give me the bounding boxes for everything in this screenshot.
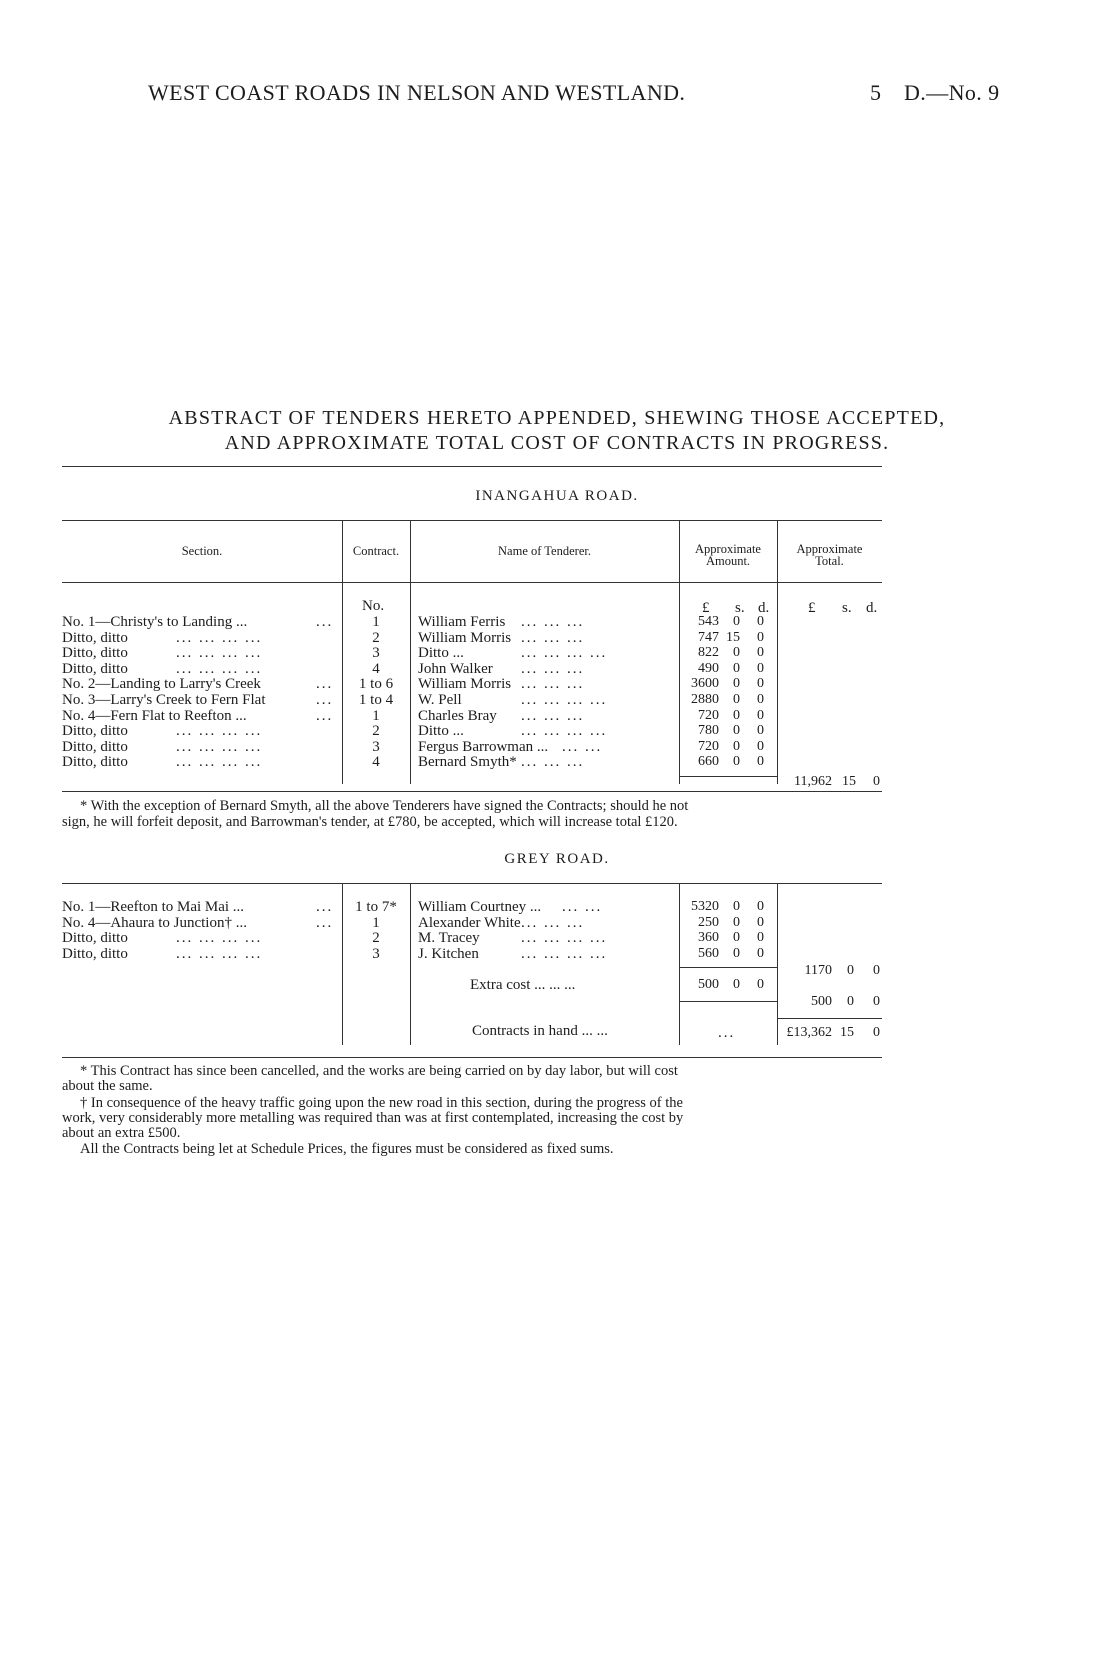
row-contract: 1 (372, 707, 380, 724)
inangahua-sum-rule (679, 776, 777, 777)
inangahua-footnote-line-1: * With the exception of Bernard Smyth, all the above Tenderers have signed the Contracts; should he not (80, 798, 689, 814)
row-amount-pounds: 720 (698, 738, 719, 754)
row-section-dots: ... ... ... ... (176, 723, 263, 740)
row-amount-pence: 0 (757, 629, 764, 645)
note-cancelled-line-2: about the same. (62, 1078, 153, 1094)
extra-total-pounds: 500 (811, 994, 832, 1009)
row-tenderer: J. Kitchen (418, 945, 479, 962)
row-contract: 2 (372, 930, 380, 947)
row-amount-pence: 0 (757, 723, 764, 739)
row-tenderer: Charles Bray (418, 707, 497, 724)
row-section: Ditto, ditto (62, 930, 128, 947)
row-amount-shillings: 0 (733, 707, 740, 723)
document-reference: D.—No. 9 (904, 80, 1000, 105)
row-tenderer: William Morris (418, 676, 512, 693)
row-section: No. 3—Larry's Creek to Fern Flat (62, 692, 266, 708)
page-number: 5 (870, 80, 882, 105)
row-contract: 1 to 6 (358, 676, 394, 693)
extra-total-shillings: 0 (847, 994, 854, 1009)
row-contract: 3 (372, 738, 380, 755)
row-tenderer-dots: ... ... (562, 738, 603, 755)
row-section: No. 1—Reefton to Mai Mai ... (62, 899, 245, 915)
row-tenderer: Bernard Smyth* (418, 754, 517, 771)
row-section-dots: ... ... ... ... (176, 754, 263, 771)
title-rule (62, 466, 882, 467)
row-tenderer: William Morris (418, 629, 512, 646)
grey-divider-tenderer-amount (679, 883, 680, 1045)
row-contract: 1 (372, 614, 380, 630)
inangahua-total-pounds: 11,962 (794, 774, 832, 789)
row-amount-shillings: 0 (733, 899, 740, 914)
row-amount-pence: 0 (757, 930, 764, 946)
row-amount-pounds: 560 (698, 945, 719, 961)
row-tenderer: M. Tracey (418, 930, 480, 947)
row-amount-pounds: 5320 (691, 899, 719, 914)
total-unit-shillings: s. (842, 600, 852, 616)
row-section-dots: ... (316, 914, 334, 931)
divider-contract-tenderer (410, 520, 411, 784)
row-amount-pence: 0 (757, 707, 764, 723)
row-contract: 1 to 4 (358, 692, 394, 708)
extra-cost-shillings: 0 (733, 977, 740, 992)
extra-cost-pence: 0 (757, 977, 764, 992)
row-tenderer-dots: ... ... ... (521, 614, 585, 630)
row-section-dots: ... (316, 614, 334, 630)
grey-sum-rule (679, 967, 777, 968)
row-amount-pounds: 747 (698, 629, 719, 645)
row-amount-shillings: 0 (733, 723, 740, 739)
row-tenderer-dots: ... ... ... (521, 914, 585, 931)
column-header-tenderer: Name of Tenderer. (498, 544, 591, 558)
row-amount-pence: 0 (757, 945, 764, 961)
row-amount-pence: 0 (757, 914, 764, 930)
row-contract: 2 (372, 723, 380, 740)
grey-table-top-rule (62, 883, 882, 884)
grand-total-pence: 0 (873, 1025, 880, 1040)
row-amount-pounds: 250 (698, 914, 719, 930)
grey-bottom-rule (62, 1057, 882, 1058)
row-amount-pence: 0 (757, 614, 764, 629)
row-tenderer-dots: ... ... ... ... (521, 692, 608, 708)
row-tenderer-dots: ... ... ... (521, 707, 585, 724)
note-schedule-prices: All the Contracts being let at Schedule Prices, the figures must be considered as fixed sums. (80, 1141, 614, 1157)
total-header-line-1: Approximate (796, 542, 863, 556)
row-tenderer: Ditto ... (418, 723, 464, 740)
column-header-section: Section. (181, 544, 223, 558)
row-amount-pounds: 490 (698, 660, 719, 676)
row-amount-shillings: 0 (733, 692, 740, 707)
grand-total-shillings: 15 (840, 1025, 854, 1040)
row-contract: 3 (372, 645, 380, 662)
row-section: Ditto, ditto (62, 629, 128, 646)
row-amount-shillings: 0 (733, 676, 740, 692)
row-amount-pence: 0 (757, 738, 764, 754)
row-amount-shillings: 15 (726, 629, 740, 645)
inangahua-footnote-line-2: sign, he will forfeit deposit, and Barrowman's tender, at £780, be accepted, which will increase total £120. (62, 814, 678, 830)
row-amount-shillings: 0 (733, 614, 740, 629)
row-contract: 3 (372, 945, 380, 962)
row-section-dots: ... ... ... ... (176, 629, 263, 646)
row-section: No. 4—Ahaura to Junction† ... (62, 914, 247, 931)
row-amount-shillings: 0 (733, 754, 740, 770)
note-traffic-line-3: about an extra £500. (62, 1125, 181, 1141)
contracts-in-hand-amount-dots: ... (718, 1025, 736, 1041)
row-amount-shillings: 0 (733, 738, 740, 754)
row-tenderer-dots: ... ... ... ... (521, 930, 608, 947)
row-tenderer-dots: ... ... ... (521, 676, 585, 693)
row-section-dots: ... ... ... ... (176, 645, 263, 662)
row-amount-pence: 0 (757, 660, 764, 676)
row-tenderer: William Courtney ... (418, 899, 542, 915)
row-amount-shillings: 0 (733, 914, 740, 930)
row-contract: 4 (372, 754, 380, 771)
grey-subtotal-pounds: 1170 (804, 963, 832, 978)
row-tenderer-dots: ... ... ... ... (521, 945, 608, 962)
column-header-contract: Contract. (352, 544, 400, 558)
grey-divider-contract-tenderer (410, 883, 411, 1045)
extra-total-pence: 0 (873, 994, 880, 1009)
row-section-dots: ... ... ... ... (176, 930, 263, 947)
row-amount-pence: 0 (757, 676, 764, 692)
row-tenderer: John Walker (418, 660, 493, 677)
abstract-title-line-2: AND APPROXIMATE TOTAL COST OF CONTRACTS IN PROGRESS. (224, 432, 890, 454)
row-section: No. 1—Christy's to Landing ... (62, 614, 248, 630)
row-amount-pounds: 2880 (691, 692, 719, 707)
row-section-dots: ... ... ... ... (176, 945, 263, 962)
row-section-dots: ... (316, 692, 334, 708)
extra-cost-pounds: 500 (698, 977, 719, 992)
row-tenderer: Fergus Barrowman ... (418, 738, 549, 755)
row-section-dots: ... (316, 899, 334, 915)
row-tenderer-dots: ... ... ... (521, 754, 585, 771)
row-section: Ditto, ditto (62, 660, 128, 677)
row-section: Ditto, ditto (62, 738, 128, 755)
row-amount-pounds: 360 (698, 930, 719, 946)
inangahua-road-heading: INANGAHUA ROAD. (475, 488, 639, 504)
row-amount-pounds: 720 (698, 707, 719, 723)
row-contract: 2 (372, 629, 380, 646)
row-tenderer-dots: ... ... ... ... (521, 723, 608, 740)
row-amount-pounds: 660 (698, 754, 719, 770)
row-section: No. 2—Landing to Larry's Creek (62, 676, 261, 693)
row-contract: 4 (372, 660, 380, 677)
grey-subtotal-pence: 0 (873, 963, 880, 978)
row-tenderer: Alexander White (418, 914, 521, 931)
row-amount-pence: 0 (757, 645, 764, 661)
inangahua-total-shillings: 15 (842, 774, 856, 789)
row-section: Ditto, ditto (62, 945, 128, 962)
row-amount-pounds: 822 (698, 645, 719, 661)
abstract-title-line-1: ABSTRACT OF TENDERS HERETO APPENDED, SHEWING THOSE ACCEPTED, (168, 407, 946, 429)
row-section: Ditto, ditto (62, 645, 128, 662)
row-amount-pence: 0 (757, 754, 764, 770)
extra-cost-label: Extra cost ... ... ... (470, 977, 576, 993)
row-contract: 1 to 7* (355, 899, 397, 915)
row-section: Ditto, ditto (62, 723, 128, 740)
row-amount-pounds: 780 (698, 723, 719, 739)
row-amount-pence: 0 (757, 899, 764, 914)
row-amount-shillings: 0 (733, 660, 740, 676)
note-traffic-line-2: work, very considerably more metalling was required than was at first contemplated, increasing the cost by (62, 1110, 684, 1126)
grey-divider-section-contract (342, 883, 343, 1045)
grey-road-heading: GREY ROAD. (504, 851, 610, 867)
amount-unit-shillings: s. (735, 600, 745, 616)
column-header-rule (62, 582, 882, 583)
amount-unit-pence: d. (758, 600, 770, 616)
total-header-line-2: Total. (815, 554, 844, 568)
running-title: WEST COAST ROADS IN NELSON AND WESTLAND. (148, 80, 686, 105)
row-amount-shillings: 0 (733, 945, 740, 961)
grey-extra-rule (679, 1001, 777, 1002)
amount-header-line-2: Amount. (705, 554, 751, 568)
row-amount-shillings: 0 (733, 930, 740, 946)
row-tenderer-dots: ... ... (562, 899, 603, 915)
row-section-dots: ... ... ... ... (176, 660, 263, 677)
row-section-dots: ... ... ... ... (176, 738, 263, 755)
note-cancelled-line-1: * This Contract has since been cancelled, and the works are being carried on by day labor, but will cost (80, 1063, 678, 1079)
row-section: No. 4—Fern Flat to Reefton ... (62, 707, 247, 724)
row-amount-pounds: 543 (698, 614, 719, 629)
table-top-rule (62, 520, 882, 521)
column-header-total (777, 543, 882, 567)
row-section-dots: ... (316, 707, 334, 724)
row-section: Ditto, ditto (62, 754, 128, 771)
divider-section-contract (342, 520, 343, 784)
row-tenderer-dots: ... ... ... (521, 629, 585, 646)
amount-header-line-1: Approximate (695, 542, 761, 556)
row-tenderer: Ditto ... (418, 645, 464, 662)
grey-total-rule (777, 1018, 882, 1019)
column-header-amount (679, 543, 777, 567)
row-tenderer-dots: ... ... ... ... (521, 645, 608, 662)
row-amount-pence: 0 (757, 692, 764, 707)
row-tenderer: William Ferris (418, 614, 506, 630)
contract-unit-label: No. (362, 598, 385, 614)
row-contract: 1 (372, 914, 380, 931)
contracts-in-hand-label: Contracts in hand ... ... (472, 1023, 608, 1039)
inangahua-bottom-rule (62, 791, 882, 792)
grand-total-pounds: £13,362 (786, 1025, 832, 1040)
row-tenderer-dots: ... ... ... (521, 660, 585, 677)
inangahua-total-pence: 0 (873, 774, 880, 789)
row-section-dots: ... (316, 676, 334, 693)
total-unit-pounds: £ (808, 600, 816, 616)
row-amount-pounds: 3600 (691, 676, 719, 692)
total-unit-pence: d. (866, 600, 878, 616)
note-traffic-line-1: † In consequence of the heavy traffic going upon the new road in this section, during the progress of the (80, 1095, 683, 1111)
amount-unit-pounds: £ (702, 600, 710, 616)
row-tenderer: W. Pell (418, 692, 462, 708)
row-amount-shillings: 0 (733, 645, 740, 661)
grey-subtotal-shillings: 0 (847, 963, 854, 978)
grey-divider-amount-total (777, 883, 778, 1045)
